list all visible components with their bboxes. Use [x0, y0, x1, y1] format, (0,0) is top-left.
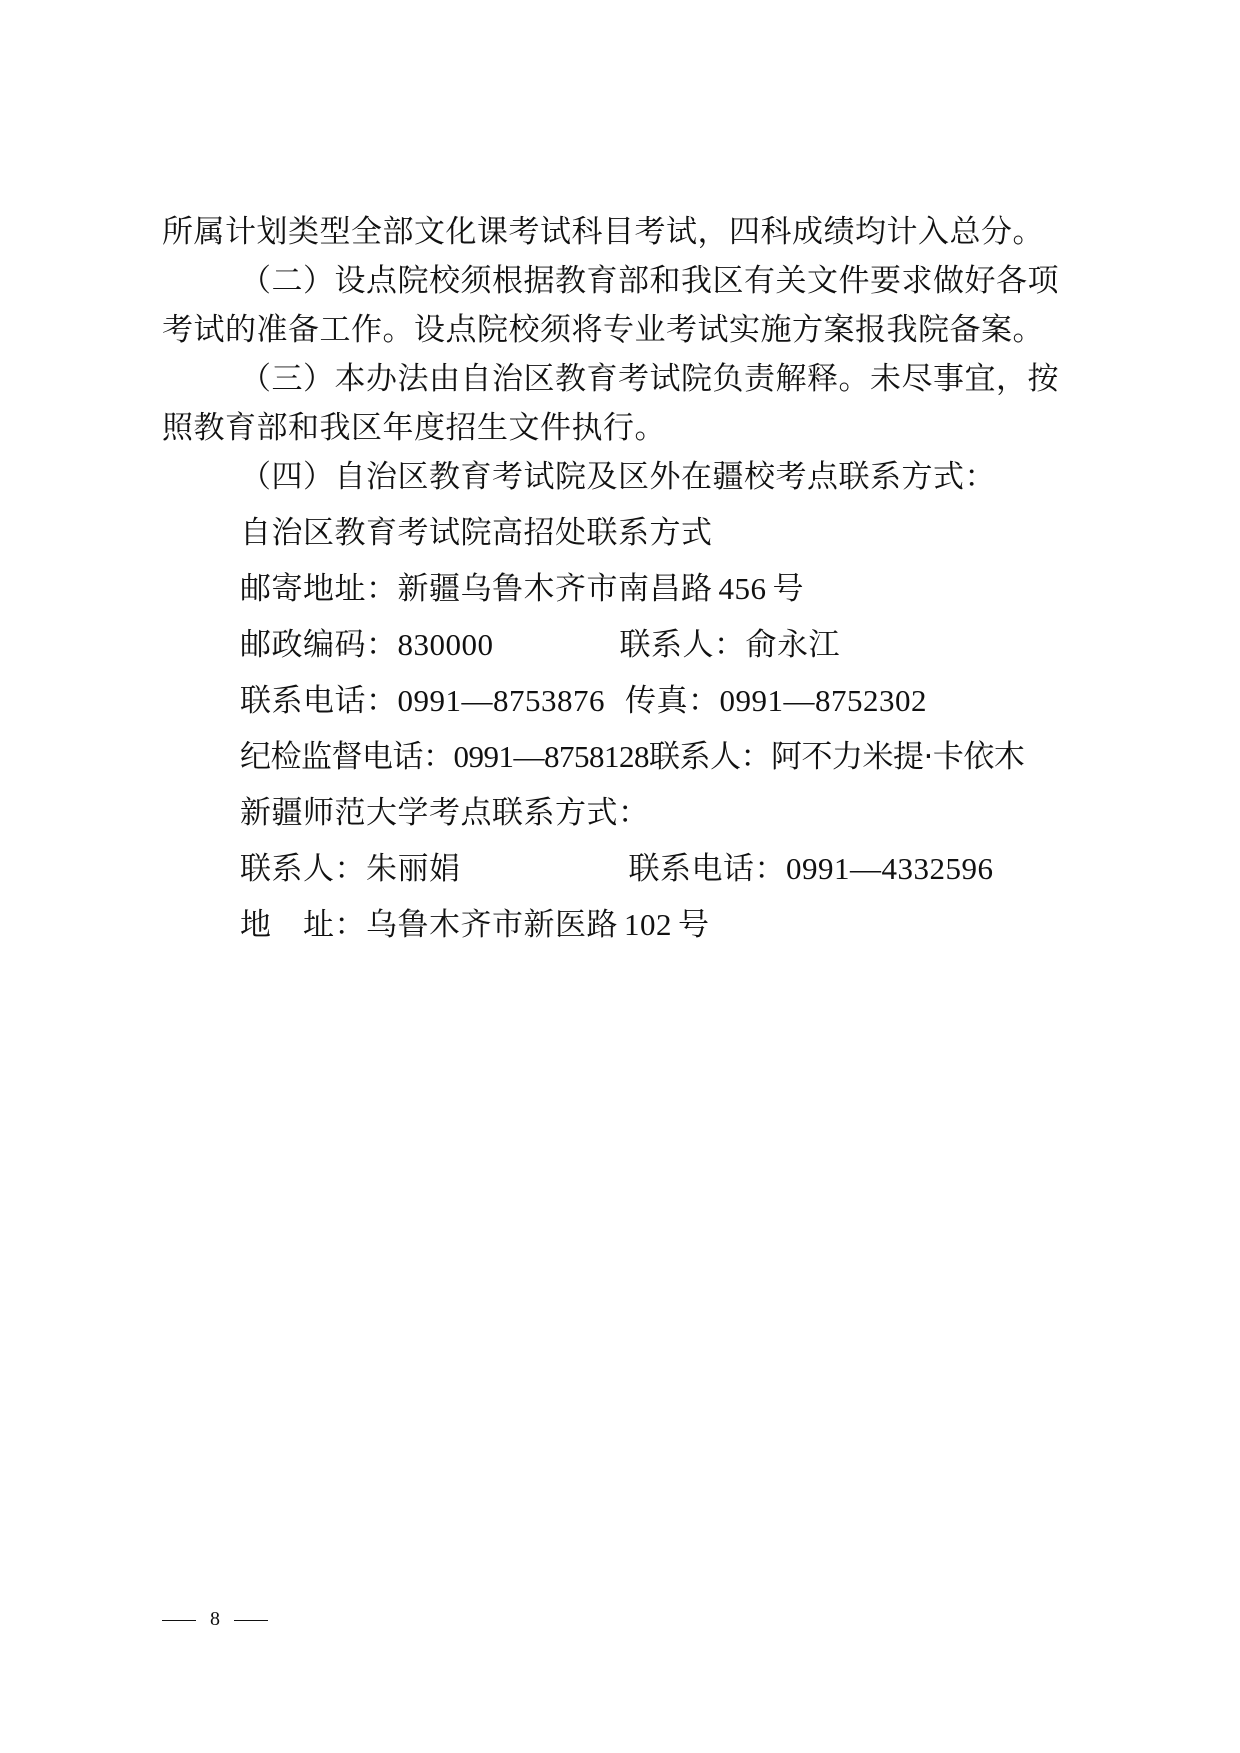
discipline-phone-value: 0991—8758128	[453, 739, 649, 774]
footer-dash-right	[234, 1620, 268, 1621]
mail-address-value: 新疆乌鲁木齐市南昌路	[397, 571, 713, 607]
paragraph-line-1: 所属计划类型全部文化课考试科目考试，四科成绩均计入总分。	[162, 214, 1044, 250]
phone-label: 联系电话：	[240, 683, 398, 719]
paragraph-4-line-1: （四）自治区教育考试院及区外在疆校考点联系方式：	[240, 459, 996, 495]
exam-institute-heading: 自治区教育考试院高招处联系方式	[240, 515, 713, 551]
mail-address-label: 邮寄地址：	[240, 571, 398, 607]
footer-dash-left	[162, 1620, 196, 1621]
fax-label: 传真：	[625, 683, 720, 719]
page-footer	[162, 1605, 268, 1633]
paragraph-3-line-1: （三）本办法由自治区教育考试院负责解释。未尽事宜，按	[240, 361, 1059, 397]
normal-address-label: 地 址：	[240, 907, 366, 943]
normal-address-number: 102	[624, 907, 672, 942]
discipline-phone-label: 纪检监督电话：	[240, 739, 454, 775]
normal-phone-label: 联系电话：	[628, 851, 786, 887]
discipline-row	[240, 737, 1024, 777]
page-number: 8	[210, 1608, 220, 1630]
postcode-row	[240, 625, 840, 665]
paragraph-2-line-1: （二）设点院校须根据教育部和我区有关文件要求做好各项	[240, 263, 1059, 299]
mail-address-number: 456	[718, 571, 767, 606]
postcode-label: 邮政编码：	[240, 627, 398, 663]
fax-value: 0991—8752302	[719, 683, 927, 718]
normal-address-value: 乌鲁木齐市新医路	[366, 907, 618, 943]
xinjiang-normal-heading: 新疆师范大学考点联系方式：	[240, 795, 650, 831]
normal-phone-value: 0991—4332596	[786, 851, 994, 886]
mail-address-row	[240, 569, 804, 609]
normal-contact-label: 联系人：	[240, 851, 366, 887]
contact-person-label: 联系人：	[619, 627, 746, 663]
discipline-contact-label: 联系人：	[649, 739, 771, 775]
paragraph-2-line-2: 考试的准备工作。设点院校须将专业考试实施方案报我院备案。	[162, 312, 1044, 348]
phone-value: 0991—8753876	[397, 683, 605, 718]
normal-contact-row	[240, 849, 994, 889]
contact-person-value: 俞永江	[745, 627, 840, 663]
normal-address-suffix: 号	[678, 907, 710, 943]
phone-fax-row	[240, 681, 927, 721]
normal-address-row	[240, 905, 710, 945]
postcode-value: 830000	[397, 627, 494, 662]
paragraph-3-line-2: 照教育部和我区年度招生文件执行。	[162, 410, 666, 446]
normal-contact-value: 朱丽娟	[366, 851, 461, 887]
discipline-contact-value: 阿不力米提·卡依木	[771, 739, 1025, 775]
mail-address-suffix: 号	[772, 571, 804, 607]
